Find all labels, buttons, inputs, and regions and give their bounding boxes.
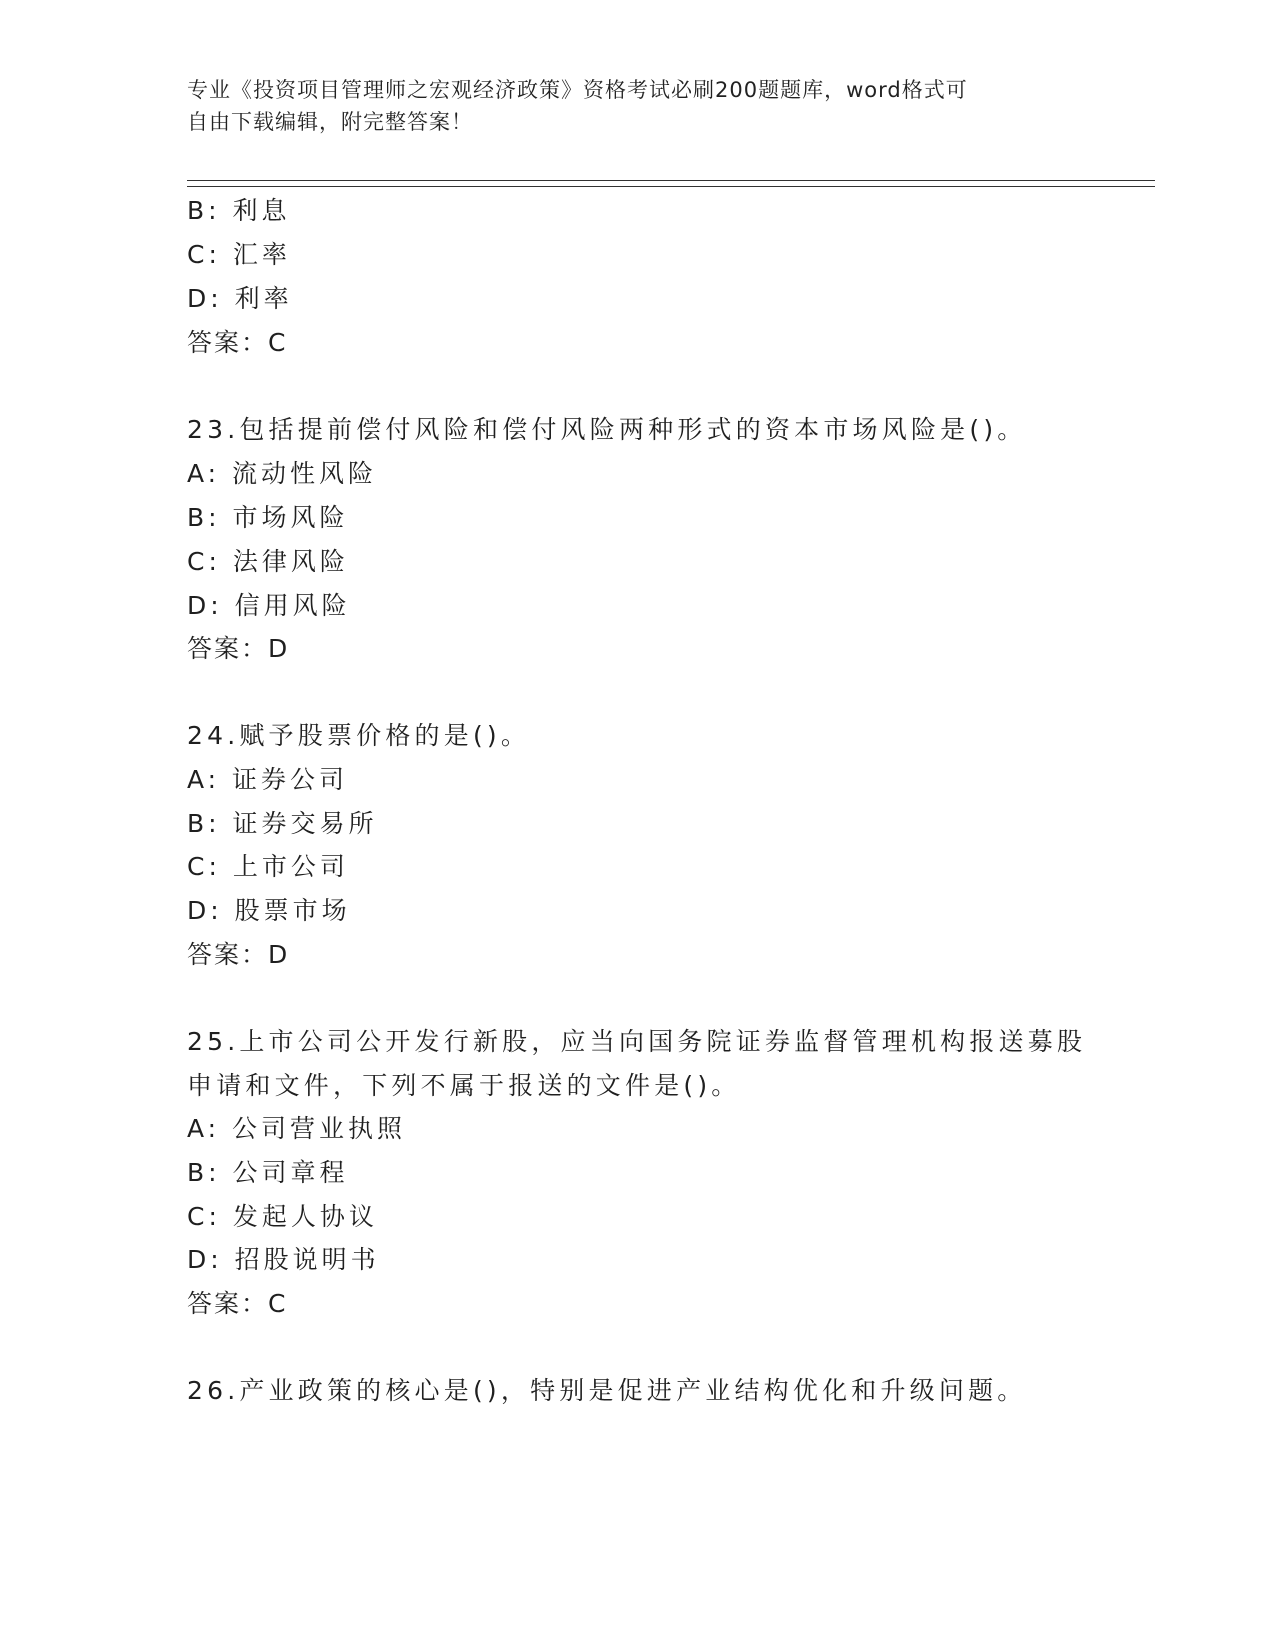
header-title-line-1: 专业《投资项目管理师之宏观经济政策》资格考试必刷200题题库，word格式可 <box>187 78 968 102</box>
q24-answer: 答案：D <box>187 940 290 969</box>
q24-stem: 24.赋予股票价格的是()。 <box>187 721 531 750</box>
q24-option-c: C: 上市公司 <box>187 852 349 881</box>
q25-stem-line-1: 25.上市公司公开发行新股，应当向国务院证券监督管理机构报送募股 <box>187 1027 1087 1056</box>
q25-stem-line-2: 申请和文件，下列不属于报送的文件是()。 <box>187 1071 741 1100</box>
document-header <box>187 74 1067 138</box>
q23-option-b: B: 市场风险 <box>187 503 349 532</box>
q22-option-d: D: 利率 <box>187 284 293 313</box>
q22-option-b: B: 利息 <box>187 196 291 225</box>
q26-stem: 26.产业政策的核心是()，特别是促进产业结构优化和升级问题。 <box>187 1376 1027 1405</box>
q25-option-b: B: 公司章程 <box>187 1158 349 1187</box>
q25-option-c: C: 发起人协议 <box>187 1202 378 1231</box>
q25-option-a: A: 公司营业执照 <box>187 1114 407 1143</box>
q22-answer: 答案：C <box>187 328 288 357</box>
q23-option-d: D: 信用风险 <box>187 591 351 620</box>
q23-answer: 答案：D <box>187 634 290 663</box>
q23-option-a: A: 流动性风险 <box>187 459 378 488</box>
q23-option-c: C: 法律风险 <box>187 547 349 576</box>
q25-option-d: D: 招股说明书 <box>187 1245 380 1274</box>
q24-option-a: A: 证券公司 <box>187 765 349 794</box>
header-title-line-2: 自由下载编辑，附完整答案！ <box>187 110 473 134</box>
q24-option-b: B: 证券交易所 <box>187 809 378 838</box>
q24-option-d: D: 股票市场 <box>187 896 351 925</box>
q23-stem: 23.包括提前偿付风险和偿付风险两种形式的资本市场风险是()。 <box>187 415 1027 444</box>
q25-answer: 答案：C <box>187 1289 288 1318</box>
header-divider <box>187 180 1155 187</box>
q22-option-c: C: 汇率 <box>187 240 291 269</box>
